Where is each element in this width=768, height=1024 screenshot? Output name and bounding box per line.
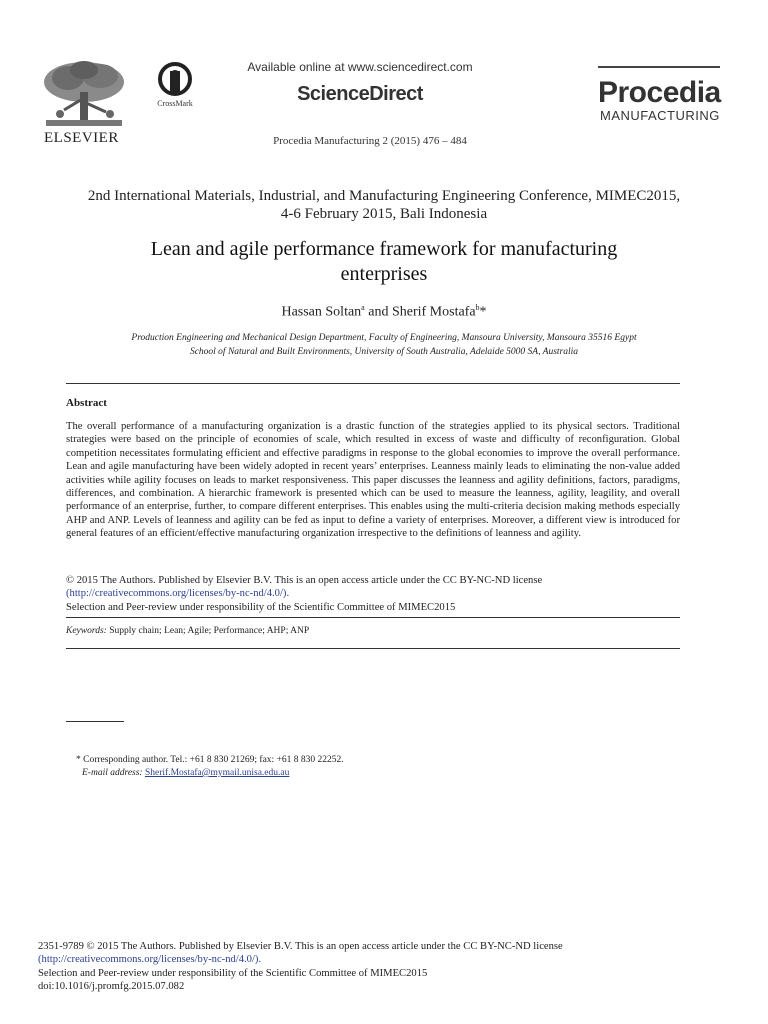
journal-brand: Procedia	[598, 76, 721, 109]
title-line1: Lean and agile performance framework for manufacturing	[150, 238, 618, 260]
footer-peer-review: Selection and Peer-review under responsibility of the Scientific Committee of MIMEC2015	[38, 967, 428, 979]
author-2-affil: b	[475, 303, 480, 312]
email-label: E-mail address:	[82, 768, 145, 778]
sciencedirect-logo: ScienceDirect	[297, 83, 423, 105]
footer-copyright: 2351-9789 © 2015 The Authors. Published by Elsevier B.V. This is an open access article under the CC BY-NC-ND license	[38, 941, 563, 952]
title-line2: enterprises	[340, 263, 428, 285]
footer-license-link[interactable]: (http://creativecommons.org/licenses/by-nc-nd/4.0/).	[38, 954, 262, 966]
email-note	[82, 768, 289, 778]
copyright-block	[66, 574, 680, 614]
publisher-logo-text: ELSEVIER	[44, 130, 119, 146]
author-1-affil: a	[361, 303, 365, 312]
journal-subtitle: MANUFACTURING	[600, 108, 720, 123]
keywords	[66, 626, 680, 636]
abstract-heading: Abstract	[66, 397, 107, 409]
affiliation-b: School of Natural and Built Environments, University of South Australia, Adelaide 5000 SA, Australia	[189, 347, 579, 357]
author-list	[60, 303, 708, 321]
crossmark-label: CrossMark	[157, 99, 193, 108]
keywords-values: Supply chain; Lean; Agile; Performance; AHP; ANP	[106, 626, 310, 636]
keywords-label: Keywords:	[66, 626, 107, 636]
author-conjunction: and	[364, 304, 392, 320]
divider-keywords-top	[66, 617, 680, 618]
license-link[interactable]: (http://creativecommons.org/licenses/by-nc-nd/4.0/).	[66, 588, 290, 600]
conference-line2: 4-6 February 2015, Bali Indonesia	[280, 206, 488, 222]
affiliation-a: Production Engineering and Mechanical Design Department, Faculty of Engineering, Mansoura University, Mansoura 35516 Egypt	[131, 333, 637, 343]
peer-review-line: Selection and Peer-review under responsibility of the Scientific Committee of MIMEC2015	[66, 601, 456, 613]
conference-info	[40, 187, 728, 223]
conference-line1: 2nd International Materials, Industrial, and Manufacturing Engineering Conference, MIMEC2015,	[87, 188, 681, 204]
email-link[interactable]: Sherif.Mostafa@mymail.unisa.edu.au	[144, 768, 290, 778]
footnote-rule	[66, 721, 124, 722]
copyright-line: © 2015 The Authors. Published by Elsevier B.V. This is an open access article under the CC BY-NC-ND license	[66, 575, 543, 586]
journal-reference: Procedia Manufacturing 2 (2015) 476 – 484	[273, 135, 467, 147]
abstract-text: The overall performance of a manufacturing organization is a drastic function of the strategies applied to its physical sectors. Traditional strategies were based on the principle of economies of scale, which resulted in excess of waste and difficulty of reconfiguration. Global competition necessitates formulating efficient and effective paradigms in response to the global economies to improve the overall performance. Lean and agile manufacturing have been widely adopted in recent years’ enterprises. Leanness mainly leads to eliminating the non-value added activities while agility focuses on leads to market responsiveness. This paper discusses the leanness and agility definitions, factors, paradigms, differences, and combination. A hierarchic framework is presented which can be used to measure the leanness, agility, leagility, and overall performance of an enterprise, further, to compare different enterprises. This enables using the multi-criteria decision making methods especially AHP and ANP. Levels of leanness and agility can be fed as input to define a variety of enterprises. Moreover, a different view is introduced for general features of an efficient/effective manufacturing organization irrespective to the definitions of leanness and agility.	[66, 421, 680, 540]
author-1: Hassan Soltan	[281, 304, 362, 320]
paper-title	[60, 237, 708, 287]
divider-top	[66, 383, 680, 384]
footer-doi: doi:10.1016/j.promfg.2015.07.082	[38, 981, 185, 993]
available-online-text: Available online at www.sciencedirect.com	[247, 60, 473, 74]
corresponding-author-note: * Corresponding author. Tel.: +61 8 830 21269; fax: +61 8 830 22252.	[76, 755, 344, 765]
author-2: Sherif Mostafa	[391, 304, 476, 320]
page-footer	[38, 940, 728, 994]
corresponding-mark: *	[479, 304, 487, 320]
journal-brand-rule	[598, 66, 720, 68]
divider-keywords-bottom	[66, 648, 680, 649]
